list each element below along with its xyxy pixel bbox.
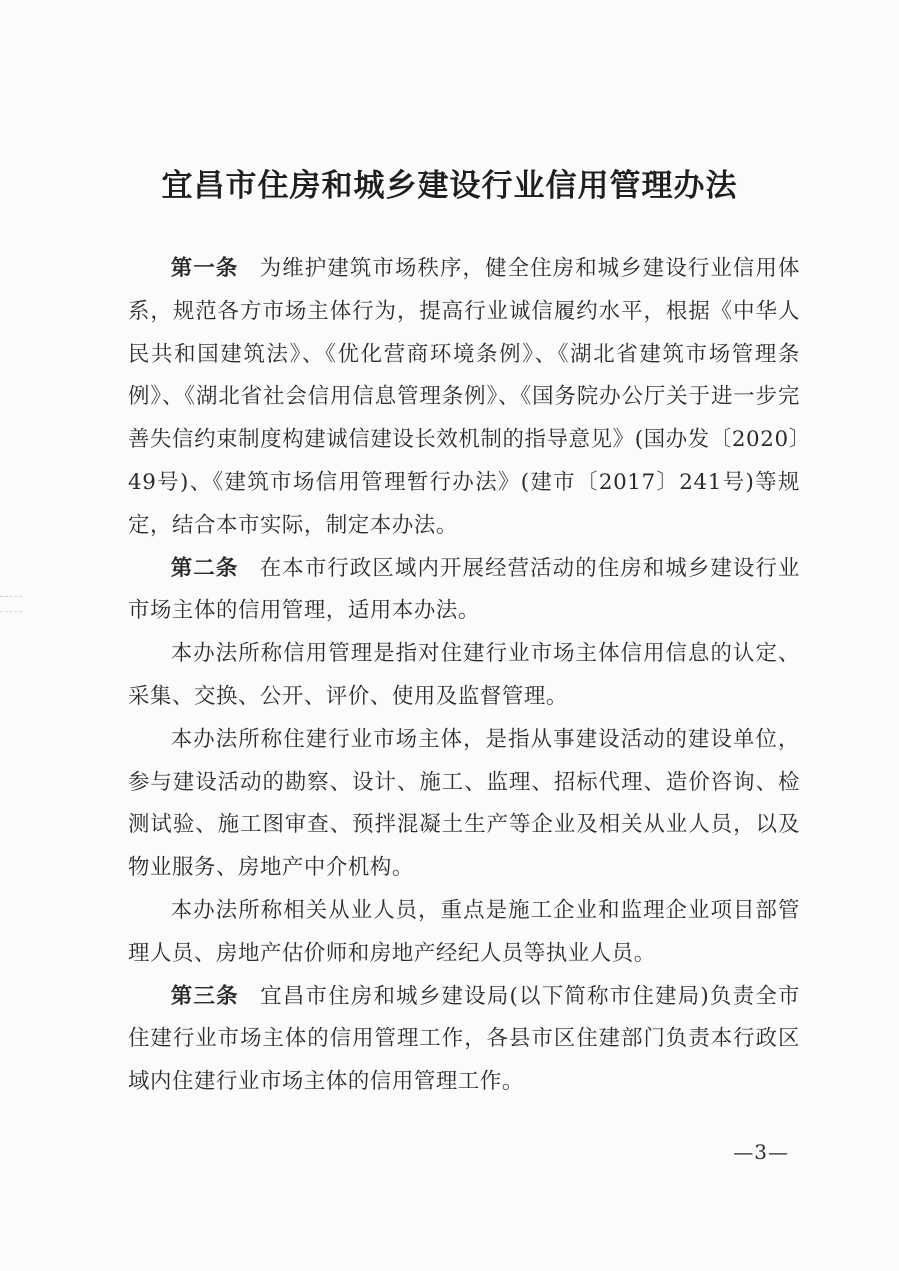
paragraph-article-1 xyxy=(128,248,800,548)
article-number: 第三条 xyxy=(170,983,239,1009)
paragraph-definition-practitioners xyxy=(128,890,800,976)
document-body xyxy=(128,248,800,1104)
paragraph-text: 在本市行政区域内开展经营活动的住房和城乡建设行业市场主体的信用管理，适用本办法。 xyxy=(128,555,800,624)
paragraph-definition-credit-management xyxy=(128,633,800,719)
paragraph-text: 宜昌市住房和城乡建设局(以下简称市住建局)负责全市住建行业市场主体的信用管理工作，各县市区住建部门负责本行政区域内住建行业市场主体的信用管理工作。 xyxy=(128,983,800,1095)
article-number: 第一条 xyxy=(170,256,239,281)
document-title: 宜昌市住房和城乡建设行业信用管理办法 xyxy=(161,168,738,204)
paragraph-text: 本办法所称信用管理是指对住建行业市场主体信用信息的认定、采集、交换、公开、评价、使用及监督管理。 xyxy=(128,641,800,709)
paragraph-text: 为维护建筑市场秩序，健全住房和城乡建设行业信用体系，规范各方市场主体行为，提高行业诚信履约水平，根据《中华人民共和国建筑法》、《优化营商环境条例》、《湖北省建筑市场管理条例》、《湖北省社会信用信息管理条例》、《国务院办公厅关于进一步完善失信约束制度构建诚信建设长效机制的指导意见》(国办发〔2020〕49号)、《建筑市场信用管理暂行办法》(建市〔2017〕241号)等规定，结合本市实际，制定本办法。 xyxy=(128,256,800,538)
paragraph-text: 本办法所称相关从业人员，重点是施工企业和监理企业项目部管理人员、房地产估价师和房地产经纪人员等执业人员。 xyxy=(128,897,800,966)
fold-mark xyxy=(0,596,22,612)
article-number: 第二条 xyxy=(170,555,239,581)
paragraph-article-2 xyxy=(128,548,800,634)
page-number: —3— xyxy=(733,1140,789,1164)
paragraph-text: 本办法所称住建行业市场主体，是指从事建设活动的建设单位，参与建设活动的勘察、设计、施工、监理、招标代理、造价咨询、检测试验、施工图审查、预拌混凝土生产等企业及相关从业人员，以及物业服务、房地产中介机构。 xyxy=(128,726,800,881)
paragraph-article-3 xyxy=(128,976,800,1104)
paragraph-definition-market-subjects xyxy=(128,719,800,890)
